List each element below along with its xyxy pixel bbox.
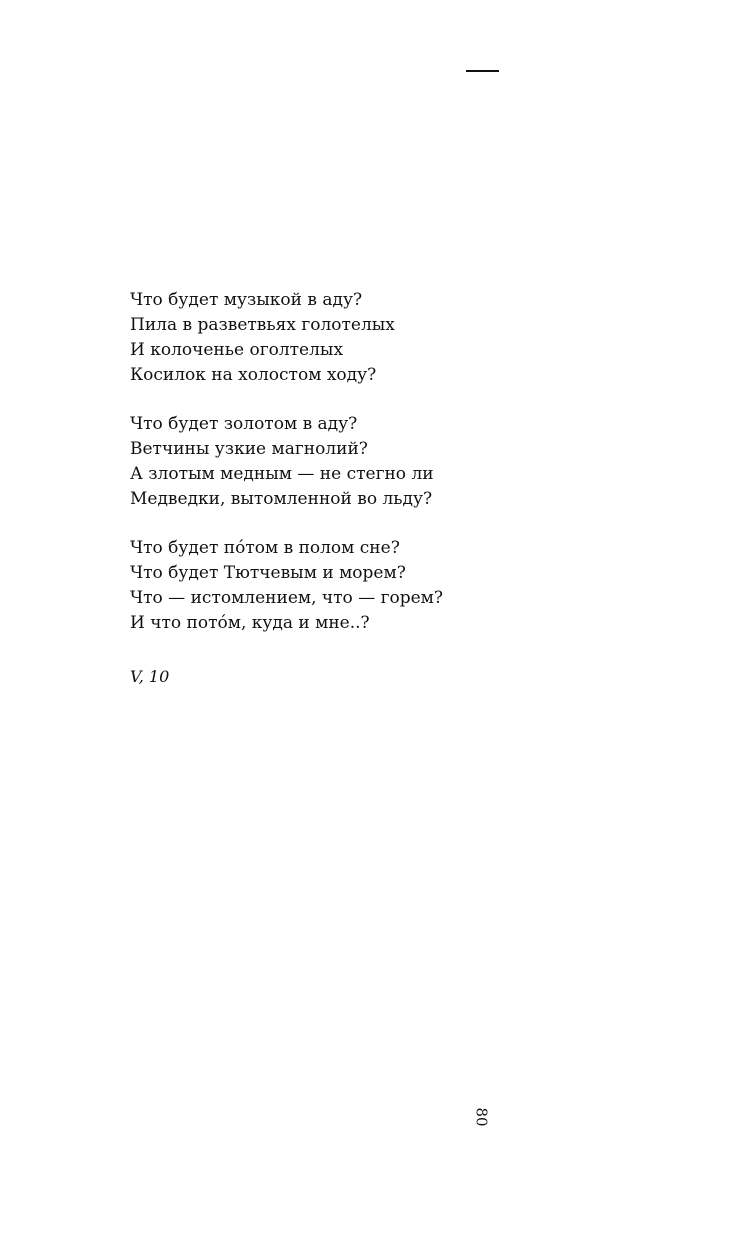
poem-line: Ветчины узкие магнолий?	[130, 439, 368, 459]
poem-line: А злотым медным — не стегно ли	[130, 464, 434, 484]
stanza-3	[130, 536, 443, 636]
poem-line: Что будет Тютчевым и морем?	[130, 563, 406, 583]
stanza-2	[130, 412, 443, 512]
poem-line: И что потóм, куда и мне..?	[130, 613, 370, 633]
poem-line: Что будет золотом в аду?	[130, 414, 358, 434]
poem-line: Косилок на холостом ходу?	[130, 365, 377, 385]
poem-line: И колоченье оголтелых	[130, 340, 344, 360]
poem-date: V, 10	[130, 667, 170, 686]
page-number: 80	[472, 1107, 491, 1127]
poem-line: Что будет пóтом в полом сне?	[130, 538, 400, 558]
poem	[130, 288, 443, 660]
poem-line: Медведки, вытомленной во льду?	[130, 489, 433, 509]
header-rule	[466, 70, 499, 72]
poem-line: Пила в разветвьях голотелых	[130, 315, 395, 335]
poem-line: Что — истомлением, что — горем?	[130, 588, 444, 608]
poem-line: Что будет музыкой в аду?	[130, 290, 363, 310]
stanza-1	[130, 288, 443, 388]
